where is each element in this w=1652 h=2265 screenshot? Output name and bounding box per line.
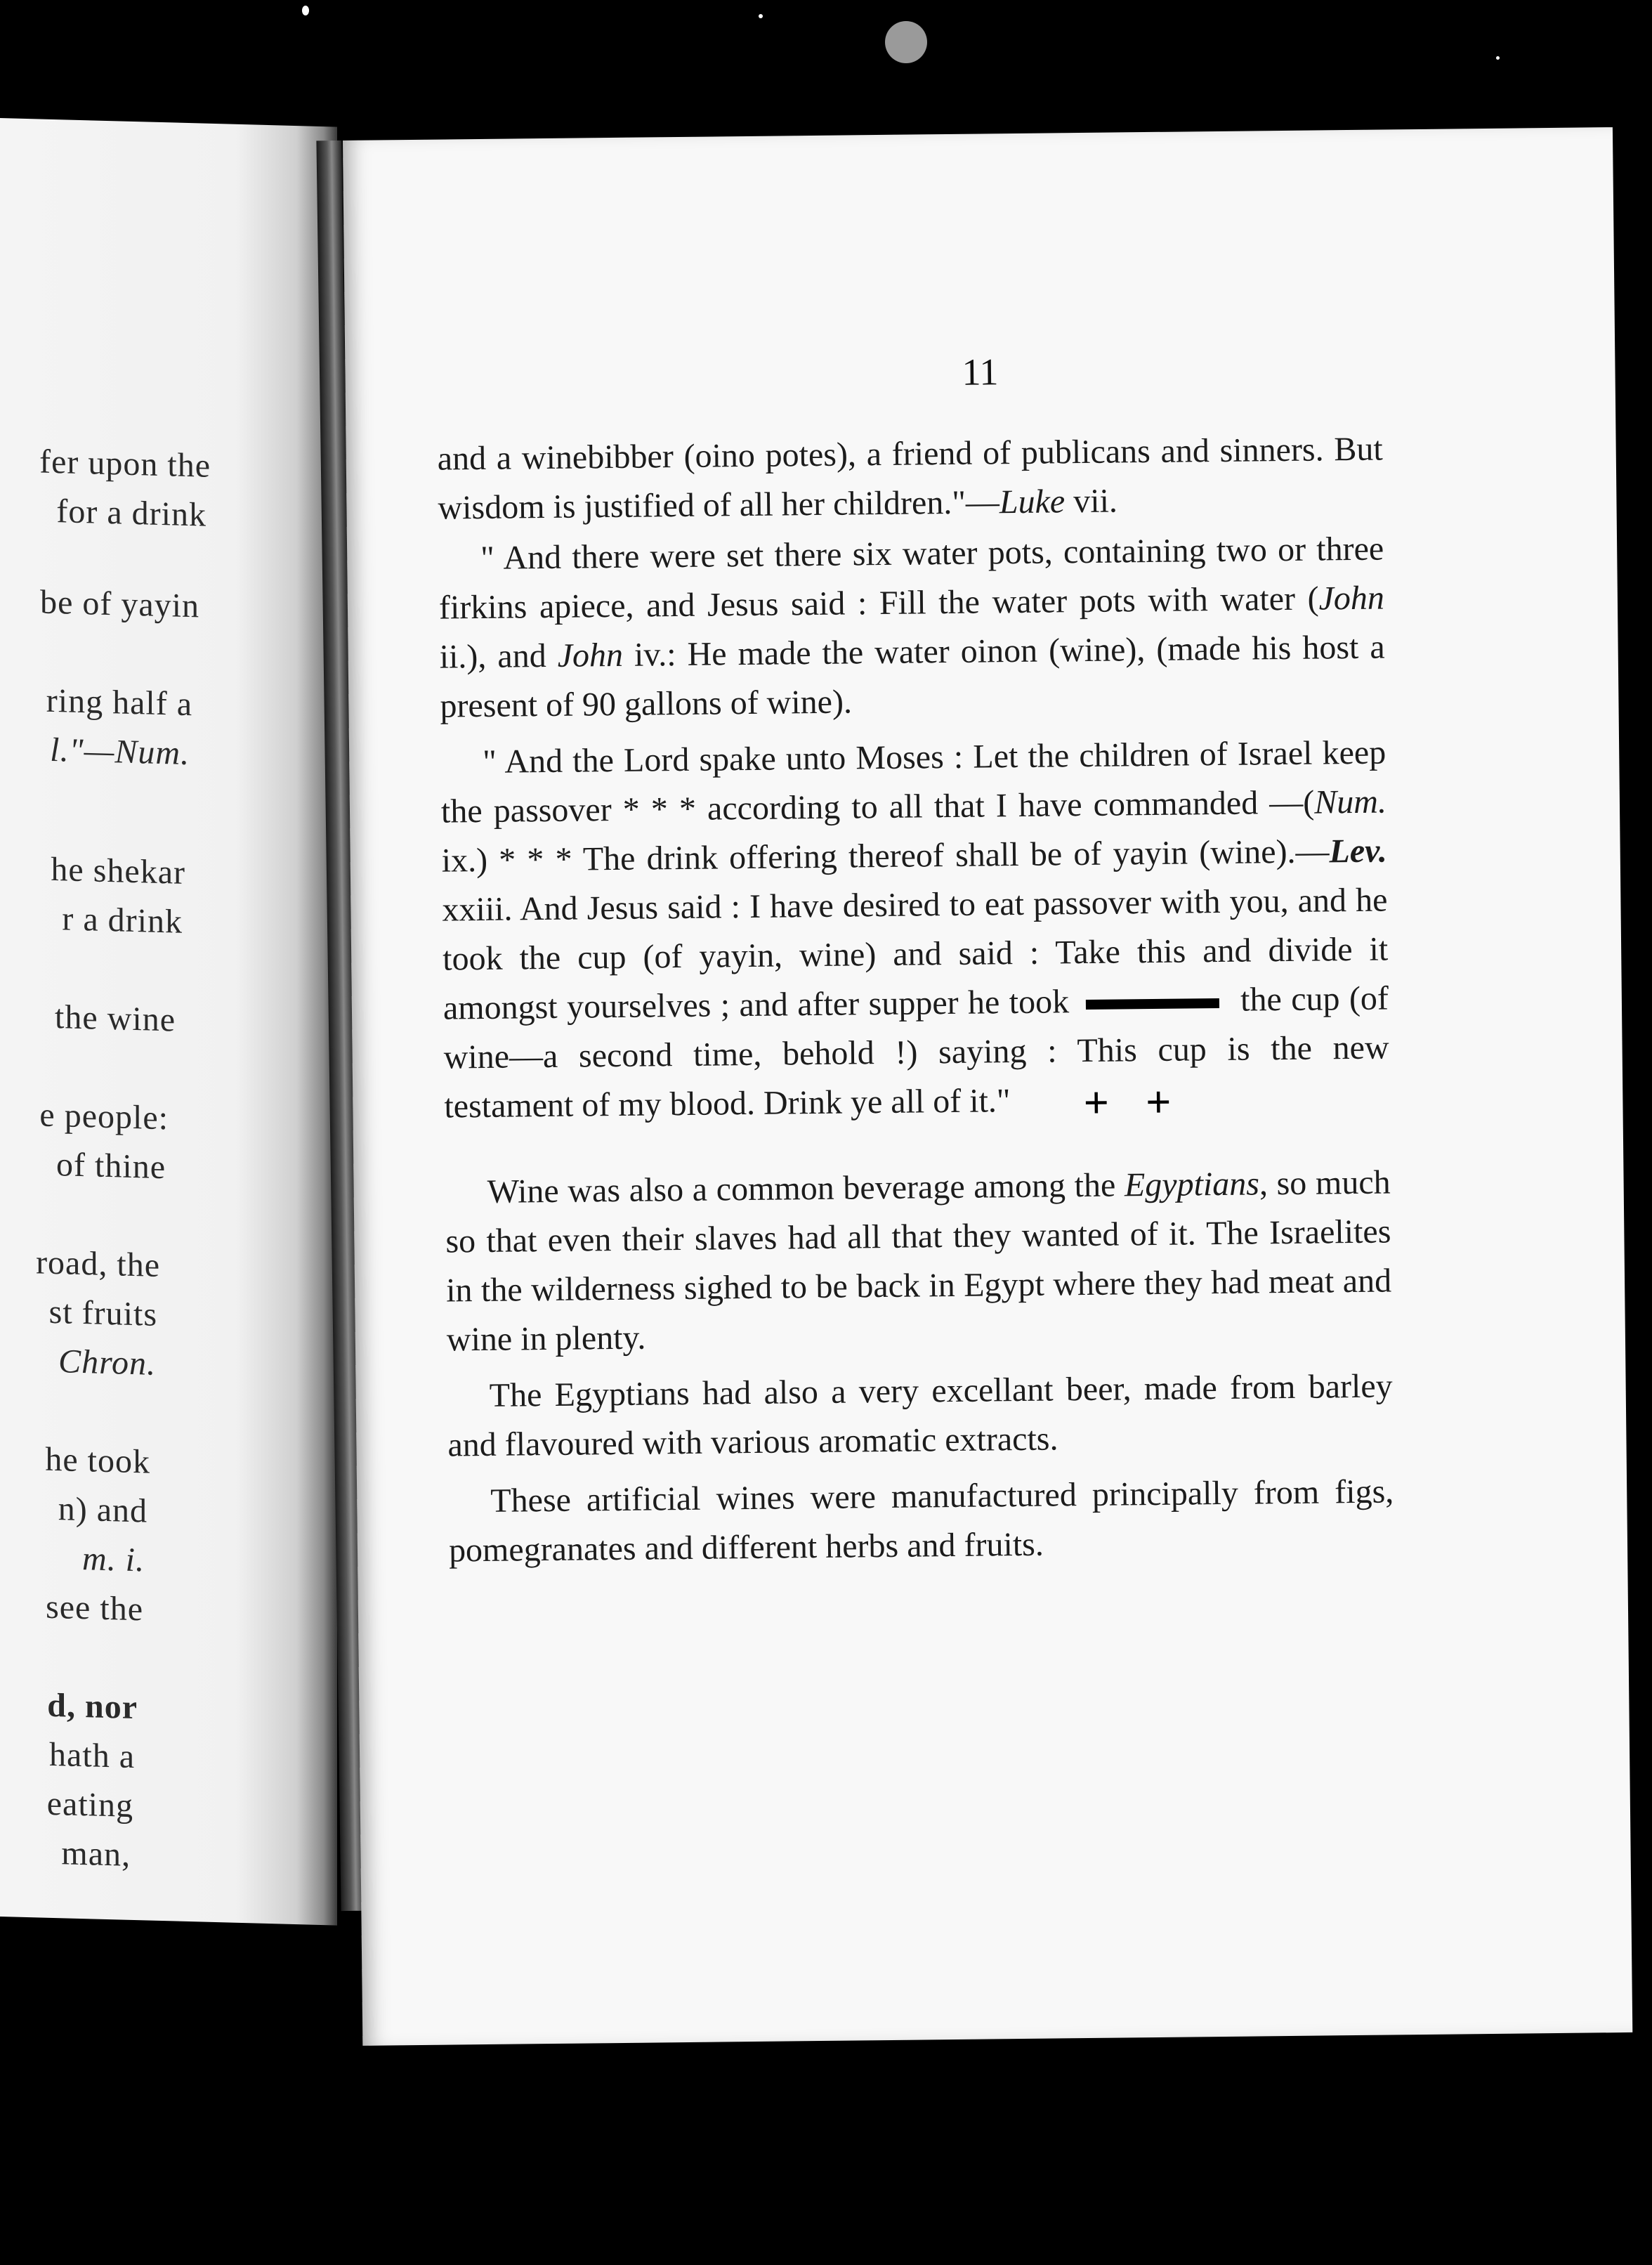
paragraph-3: " And the Lord spake unto Moses : Let the children of Israel keep the passover * * * according to all that I have commanded —(Num. ix.) * * * The drink offering thereof shall be of yayin (wine).—Lev. xxiii. And Jesus said : I have desired to eat passover with you, and he took the cup (of yayin, wine) and said : Take this and divide it amongst yourselves ; and after supper he took the cup (of wine—a second time, behold !) saying : This cup is the new testament of my blood. Drink ye all of it." + + xyxy=(440,733,1389,1128)
left-line: st fruits xyxy=(48,1293,157,1333)
left-line: l."—Num. xyxy=(50,731,190,773)
left-line: hath a xyxy=(49,1735,135,1776)
left-line: e people: xyxy=(39,1096,169,1137)
dust-speck xyxy=(302,6,309,15)
page-body xyxy=(437,425,1394,1583)
left-line: road, the xyxy=(36,1244,160,1284)
left-line: n) and xyxy=(58,1490,148,1530)
reference: John xyxy=(557,636,624,674)
left-line: see the xyxy=(46,1588,143,1628)
reference: Num. xyxy=(1313,783,1387,821)
dust-speck xyxy=(885,21,927,63)
left-line: of thine xyxy=(56,1146,166,1187)
left-line: be of yayin xyxy=(40,583,199,625)
reference: John xyxy=(1318,579,1385,618)
left-line: Chron. xyxy=(58,1343,156,1383)
left-line: fer upon the xyxy=(39,443,211,485)
left-line: d, nor xyxy=(47,1686,138,1727)
dust-speck xyxy=(759,14,763,18)
page-number: 11 xyxy=(962,351,999,393)
paragraph-5: The Egyptians had also a very excellant beer, made from barley and flavoured with various aromatic extracts. xyxy=(447,1367,1393,1464)
dust-speck xyxy=(1496,56,1500,60)
handwritten-crosses: + + xyxy=(1083,1076,1184,1128)
reference: Luke xyxy=(999,483,1066,521)
struck-out-word xyxy=(1086,998,1219,1010)
paragraph-2: " And there were set there six water pots, containing two or three firkins apiece, and Jesus said : Fill the water pots with water (John ii.), and John iv.: He made the water oinon (wine), (made his host a present of 90 gallons of wine). xyxy=(438,530,1385,725)
left-line: eating xyxy=(46,1784,133,1825)
left-line: r a drink xyxy=(62,900,183,941)
left-line: he shekar xyxy=(51,850,185,892)
right-page xyxy=(343,127,1632,2046)
left-page xyxy=(0,118,337,1926)
left-page-text xyxy=(0,118,337,1926)
left-line: he took xyxy=(45,1440,150,1481)
reference: Egyptians xyxy=(1124,1165,1260,1204)
left-line: ring half a xyxy=(46,681,192,724)
paragraph-6: These artificial wines were manufactured principally from figs, pomegranates and different herbs and fruits. xyxy=(448,1473,1394,1569)
left-line: for a drink xyxy=(56,492,206,534)
reference: Lev. xyxy=(1329,832,1387,870)
left-line: man, xyxy=(61,1834,131,1874)
left-line: the wine xyxy=(55,998,176,1039)
paragraph-1: and a winebibber (oino potes), a friend of publicans and sinners. But wisdom is justified of all her children."—Luke vii. xyxy=(437,430,1383,527)
paragraph-4: Wine was also a common beverage among the Egyptians, so much so that even their slaves had all that they wanted of it. The Israelites in the wilderness sighed to be back in Egypt where they had meat and wine in plenty. xyxy=(445,1163,1392,1359)
left-line: m. i. xyxy=(82,1540,145,1579)
